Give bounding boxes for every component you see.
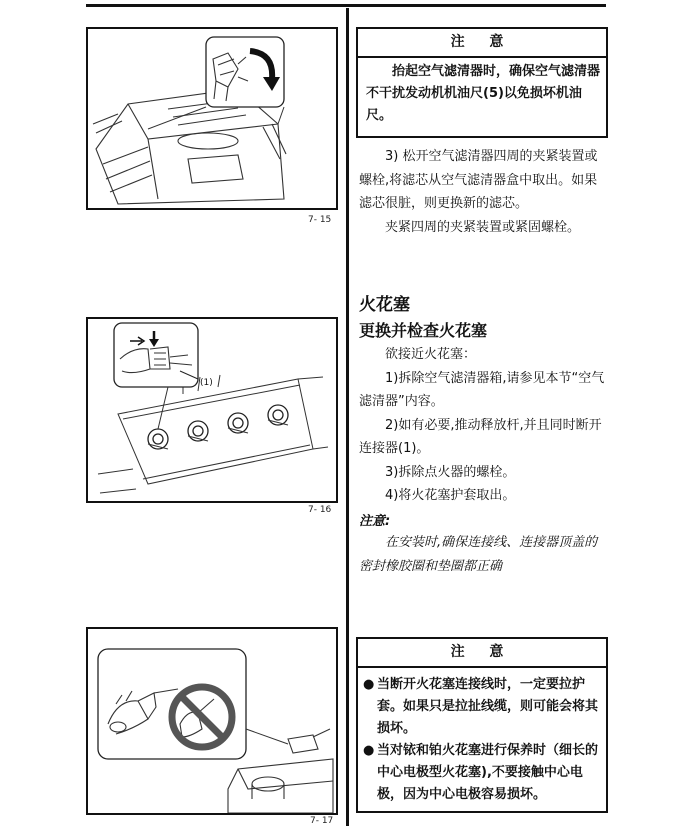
callout-label: (1) xyxy=(200,378,213,388)
step-3-text xyxy=(359,145,609,239)
top-rule xyxy=(86,4,606,7)
step-3-para: 3) 松开空气滤清器四周的夹紧装置或螺栓,将滤芯从空气滤清器盒中取出。如果滤芯很脏，则更换新的滤芯。 xyxy=(359,149,598,211)
figure-number: 7- 15 xyxy=(308,215,332,225)
figure-spark-plug-boot xyxy=(86,627,338,815)
step-item: 2)如有必要,推动释放杆,并且同时断开连接器(1)。 xyxy=(359,417,602,456)
bullet-dot-icon: ● xyxy=(363,743,375,758)
figure-air-cleaner-lift xyxy=(86,27,338,210)
step-item: 3)拆除点火器的螺栓。 xyxy=(385,464,516,480)
notice-box-spark-plug xyxy=(356,637,608,813)
figure-number: 7- 16 xyxy=(308,505,332,515)
section-title: 火花塞 xyxy=(359,295,410,315)
intro-text: 欲接近火花塞： xyxy=(385,347,477,362)
connector-illustration xyxy=(88,319,336,501)
figure-number: 7- 17 xyxy=(310,816,334,826)
bullet-dot-icon: ● xyxy=(363,677,375,692)
note-text: 在安装时,确保连接线、连接器顶盖的密封橡胶圈和垫圈都正确 xyxy=(359,535,598,574)
step-3-tighten: 夹紧四周的夹紧装置或紧固螺栓。 xyxy=(385,219,581,235)
column-divider xyxy=(346,8,349,826)
note-body xyxy=(359,531,609,579)
notice-heading: 注 意 xyxy=(358,29,606,58)
notice-text: 抬起空气滤清器时，确保空气滤清器不干扰发动机机油尺(5)以免损坏机油尺。 xyxy=(366,64,601,123)
section-subtitle: 更换并检查火花塞 xyxy=(359,321,488,340)
notice-bullet: ● 当断开火花塞连接线时，一定要拉护套。如果只是拉扯线缆，则可能会将其损坏。 xyxy=(363,674,600,740)
air-cleaner-illustration xyxy=(88,29,336,208)
notice-heading: 注 意 xyxy=(358,639,606,668)
figure-connector-disconnect xyxy=(86,317,338,503)
step-item: 1)拆除空气滤清器箱,请参见本节“空气滤清器”内容。 xyxy=(359,370,605,409)
spark-plug-steps xyxy=(359,343,609,508)
notice-bullet: ● 当对铱和铂火花塞进行保养时（细长的中心电极型火花塞),不要接触中心电极，因为中心电极容易损坏。 xyxy=(363,740,600,806)
step-item: 4)将火花塞护套取出。 xyxy=(385,488,516,503)
note-label: 注意: xyxy=(359,514,391,529)
notice-box-air-cleaner xyxy=(356,27,608,138)
spark-plug-boot-illustration xyxy=(88,629,336,813)
